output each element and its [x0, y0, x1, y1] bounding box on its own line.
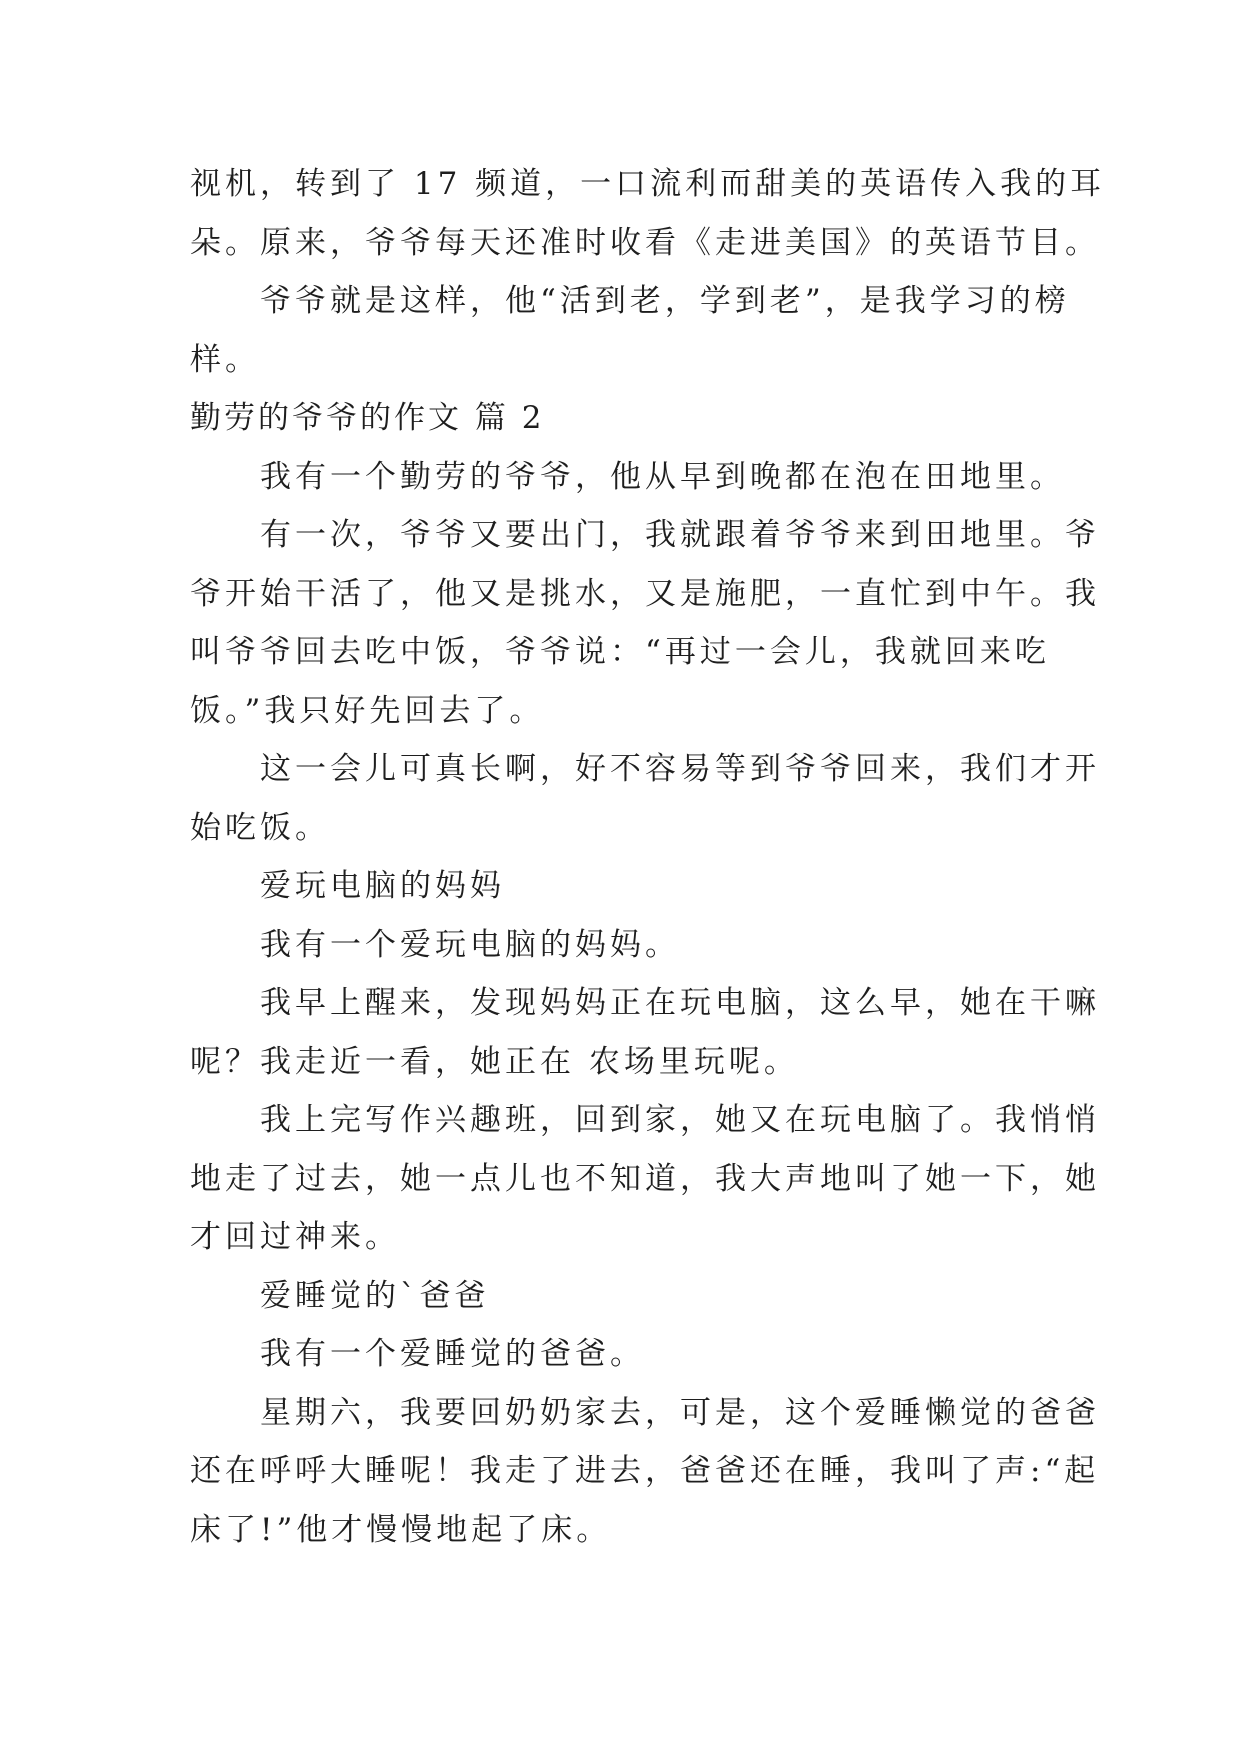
text-line: 星期六，我要回奶奶家去，可是，这个爱睡懒觉的爸爸	[260, 1394, 1100, 1431]
text-line: 样。	[190, 341, 260, 378]
paragraph	[190, 974, 1100, 1091]
text-line: 我早上醒来，发现妈妈正在玩电脑，这么早，她在干嘛	[260, 985, 1100, 1021]
text-line: 地走了过去，她一点儿也不知道，我大声地叫了她一下，她	[190, 1160, 1100, 1197]
text-line: 叫爷爷回去吃中饭，爷爷说：“再过一会儿，我就回来吃	[190, 634, 1050, 670]
paragraph	[190, 1325, 1070, 1384]
text-line: 朵。原来，爷爷每天还准时收看《走进美国》的英语节目。	[190, 224, 1100, 261]
paragraph	[190, 1091, 1100, 1267]
text-line: 我上完写作兴趣班，回到家，她又在玩电脑了。我悄悄	[260, 1102, 1100, 1138]
paragraph	[190, 155, 1106, 272]
text-line: 视机，转到了 17 频道，一口流利而甜美的英语传入我的耳	[190, 166, 1106, 202]
text-line: 床了!”他才慢慢地起了床。	[190, 1511, 612, 1548]
text-line: 才回过神来。	[190, 1219, 400, 1255]
paragraph	[190, 448, 1070, 507]
paragraph	[190, 916, 1070, 975]
document-body	[190, 155, 1106, 1559]
text-line: 始吃饭。	[190, 809, 330, 846]
section-heading	[190, 389, 1070, 448]
text-line: 有一次，爷爷又要出门，我就跟着爷爷来到田地里。爷	[260, 517, 1100, 553]
paragraph	[190, 740, 1100, 857]
paragraph	[190, 506, 1100, 740]
text-line: 爷开始干活了，他又是挑水，又是施肥，一直忙到中午。我	[190, 575, 1100, 612]
paragraph	[190, 272, 1070, 389]
text-line: 我有一个勤劳的爷爷，他从早到晚都在泡在田地里。	[260, 458, 1065, 495]
text-line: 我有一个爱睡觉的爸爸。	[260, 1336, 645, 1372]
text-line: 还在呼呼大睡呢！我走了进去，爸爸还在睡，我叫了声:“起	[190, 1453, 1100, 1489]
paragraph	[190, 1384, 1100, 1560]
text-line: 这一会儿可真长啊，好不容易等到爷爷回来，我们才开	[260, 751, 1100, 787]
text-line: 爷爷就是这样，他“活到老，学到老”，是我学习的榜	[260, 283, 1070, 319]
text-line: 爱玩电脑的妈妈	[260, 868, 505, 904]
text-line: 我有一个爱玩电脑的妈妈。	[260, 926, 680, 963]
text-line: 呢？我走近一看，她正在 农场里玩呢。	[190, 1043, 799, 1080]
text-line: 勤劳的爷爷的作文 篇 2	[190, 400, 545, 436]
text-line: 爱睡觉的`爸爸	[260, 1277, 490, 1314]
text-line: 饭。”我只好先回去了。	[190, 692, 545, 729]
paragraph	[190, 857, 1070, 916]
paragraph	[190, 1267, 1070, 1326]
